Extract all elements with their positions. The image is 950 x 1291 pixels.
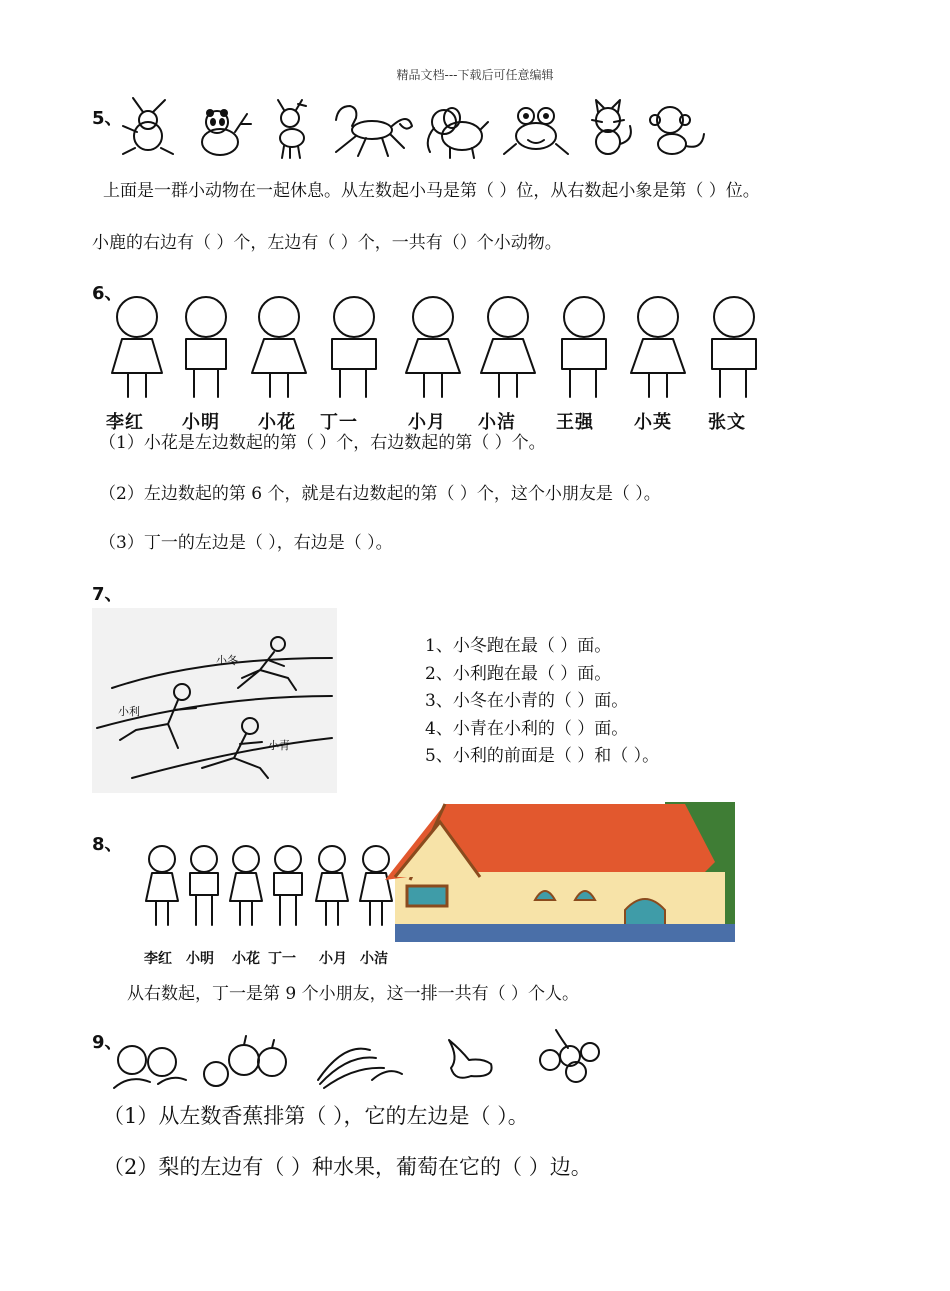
question-7-number: 7、 bbox=[92, 584, 123, 605]
child-name: 张文 bbox=[708, 412, 746, 433]
panda-icon bbox=[185, 102, 255, 162]
page-header: 精品文档---下载后可任意编辑 bbox=[396, 68, 554, 82]
question-8-line: 从右数起，丁一是第 9 个小朋友，这一排一共有（ ）个人。 bbox=[127, 984, 580, 1004]
child-name: 小洁 bbox=[360, 951, 388, 967]
children-small-row-illustration bbox=[140, 845, 405, 940]
banana-icon bbox=[314, 1040, 404, 1090]
runner-label-xiaoli: 小利 bbox=[118, 705, 140, 718]
child-name: 小花 bbox=[232, 951, 260, 967]
question-6-line-2: （2）左边数起的第 6 个，就是右边数起的第（ ）个，这个小朋友是（ ）。 bbox=[99, 484, 661, 504]
child-name: 小明 bbox=[182, 412, 220, 433]
question-6-line-3: （3）丁一的左边是（ ），右边是（ ）。 bbox=[99, 533, 393, 553]
children-row-illustration bbox=[100, 295, 780, 405]
question-7-line-2: 2、小利跑在最（ ）面。 bbox=[425, 664, 612, 684]
pear-icon bbox=[433, 1036, 503, 1086]
question-6-line-1: （1）小花是左边数起的第（ ）个，右边数起的第（ ）个。 bbox=[99, 433, 546, 453]
child-name: 小英 bbox=[634, 412, 672, 433]
child-name: 小明 bbox=[186, 951, 214, 967]
child-name: 李红 bbox=[106, 412, 144, 433]
question-9-line-2: （2）梨的左边有（ ）种水果，葡萄在它的（ ）边。 bbox=[103, 1155, 592, 1179]
apple-icon bbox=[200, 1036, 290, 1091]
runner-label-xiaoqing: 小青 bbox=[268, 739, 290, 752]
house-illustration bbox=[385, 802, 735, 942]
children-small-names-row bbox=[0, 948, 950, 968]
child-name: 丁一 bbox=[268, 951, 296, 967]
horse-icon bbox=[328, 100, 418, 160]
child-name: 丁一 bbox=[320, 412, 358, 433]
question-7-line-5: 5、小利的前面是（ ）和（ ）。 bbox=[425, 746, 660, 766]
question-9-line-1: （1）从左数香蕉排第（ ），它的左边是（ ）。 bbox=[103, 1104, 529, 1128]
child-name: 王强 bbox=[556, 412, 594, 433]
question-9-number: 9、 bbox=[92, 1032, 123, 1053]
question-5-line-1: 上面是一群小动物在一起休息。从左数起小马是第（ ）位，从右数起小象是第（ ）位。 bbox=[103, 181, 760, 201]
child-name: 小月 bbox=[319, 951, 347, 967]
question-8-number: 8、 bbox=[92, 834, 123, 855]
child-name: 小花 bbox=[258, 412, 296, 433]
cat-icon bbox=[578, 100, 638, 160]
runner-label-xiaodong: 小冬 bbox=[216, 654, 238, 667]
rabbit-icon bbox=[113, 98, 183, 158]
question-7-line-3: 3、小冬在小青的（ ）面。 bbox=[425, 691, 629, 711]
child-name: 李红 bbox=[144, 951, 172, 967]
grape-icon bbox=[528, 1028, 608, 1083]
deer-icon bbox=[262, 100, 322, 160]
frog-icon bbox=[500, 100, 570, 160]
question-5-number: 5、 bbox=[92, 108, 123, 129]
elephant-icon bbox=[420, 100, 495, 160]
child-name: 小洁 bbox=[478, 412, 516, 433]
peach-icon bbox=[110, 1038, 190, 1093]
question-7-line-1: 1、小冬跑在最（ ）面。 bbox=[425, 636, 612, 656]
monkey-icon bbox=[640, 100, 710, 160]
question-5-line-2: 小鹿的右边有（ ）个，左边有（ ）个，一共有（）个小动物。 bbox=[92, 233, 562, 253]
question-7-line-4: 4、小青在小利的（ ）面。 bbox=[425, 719, 629, 739]
running-race-illustration bbox=[92, 608, 337, 793]
question-6-number: 6、 bbox=[92, 283, 123, 304]
child-name: 小月 bbox=[408, 412, 446, 433]
